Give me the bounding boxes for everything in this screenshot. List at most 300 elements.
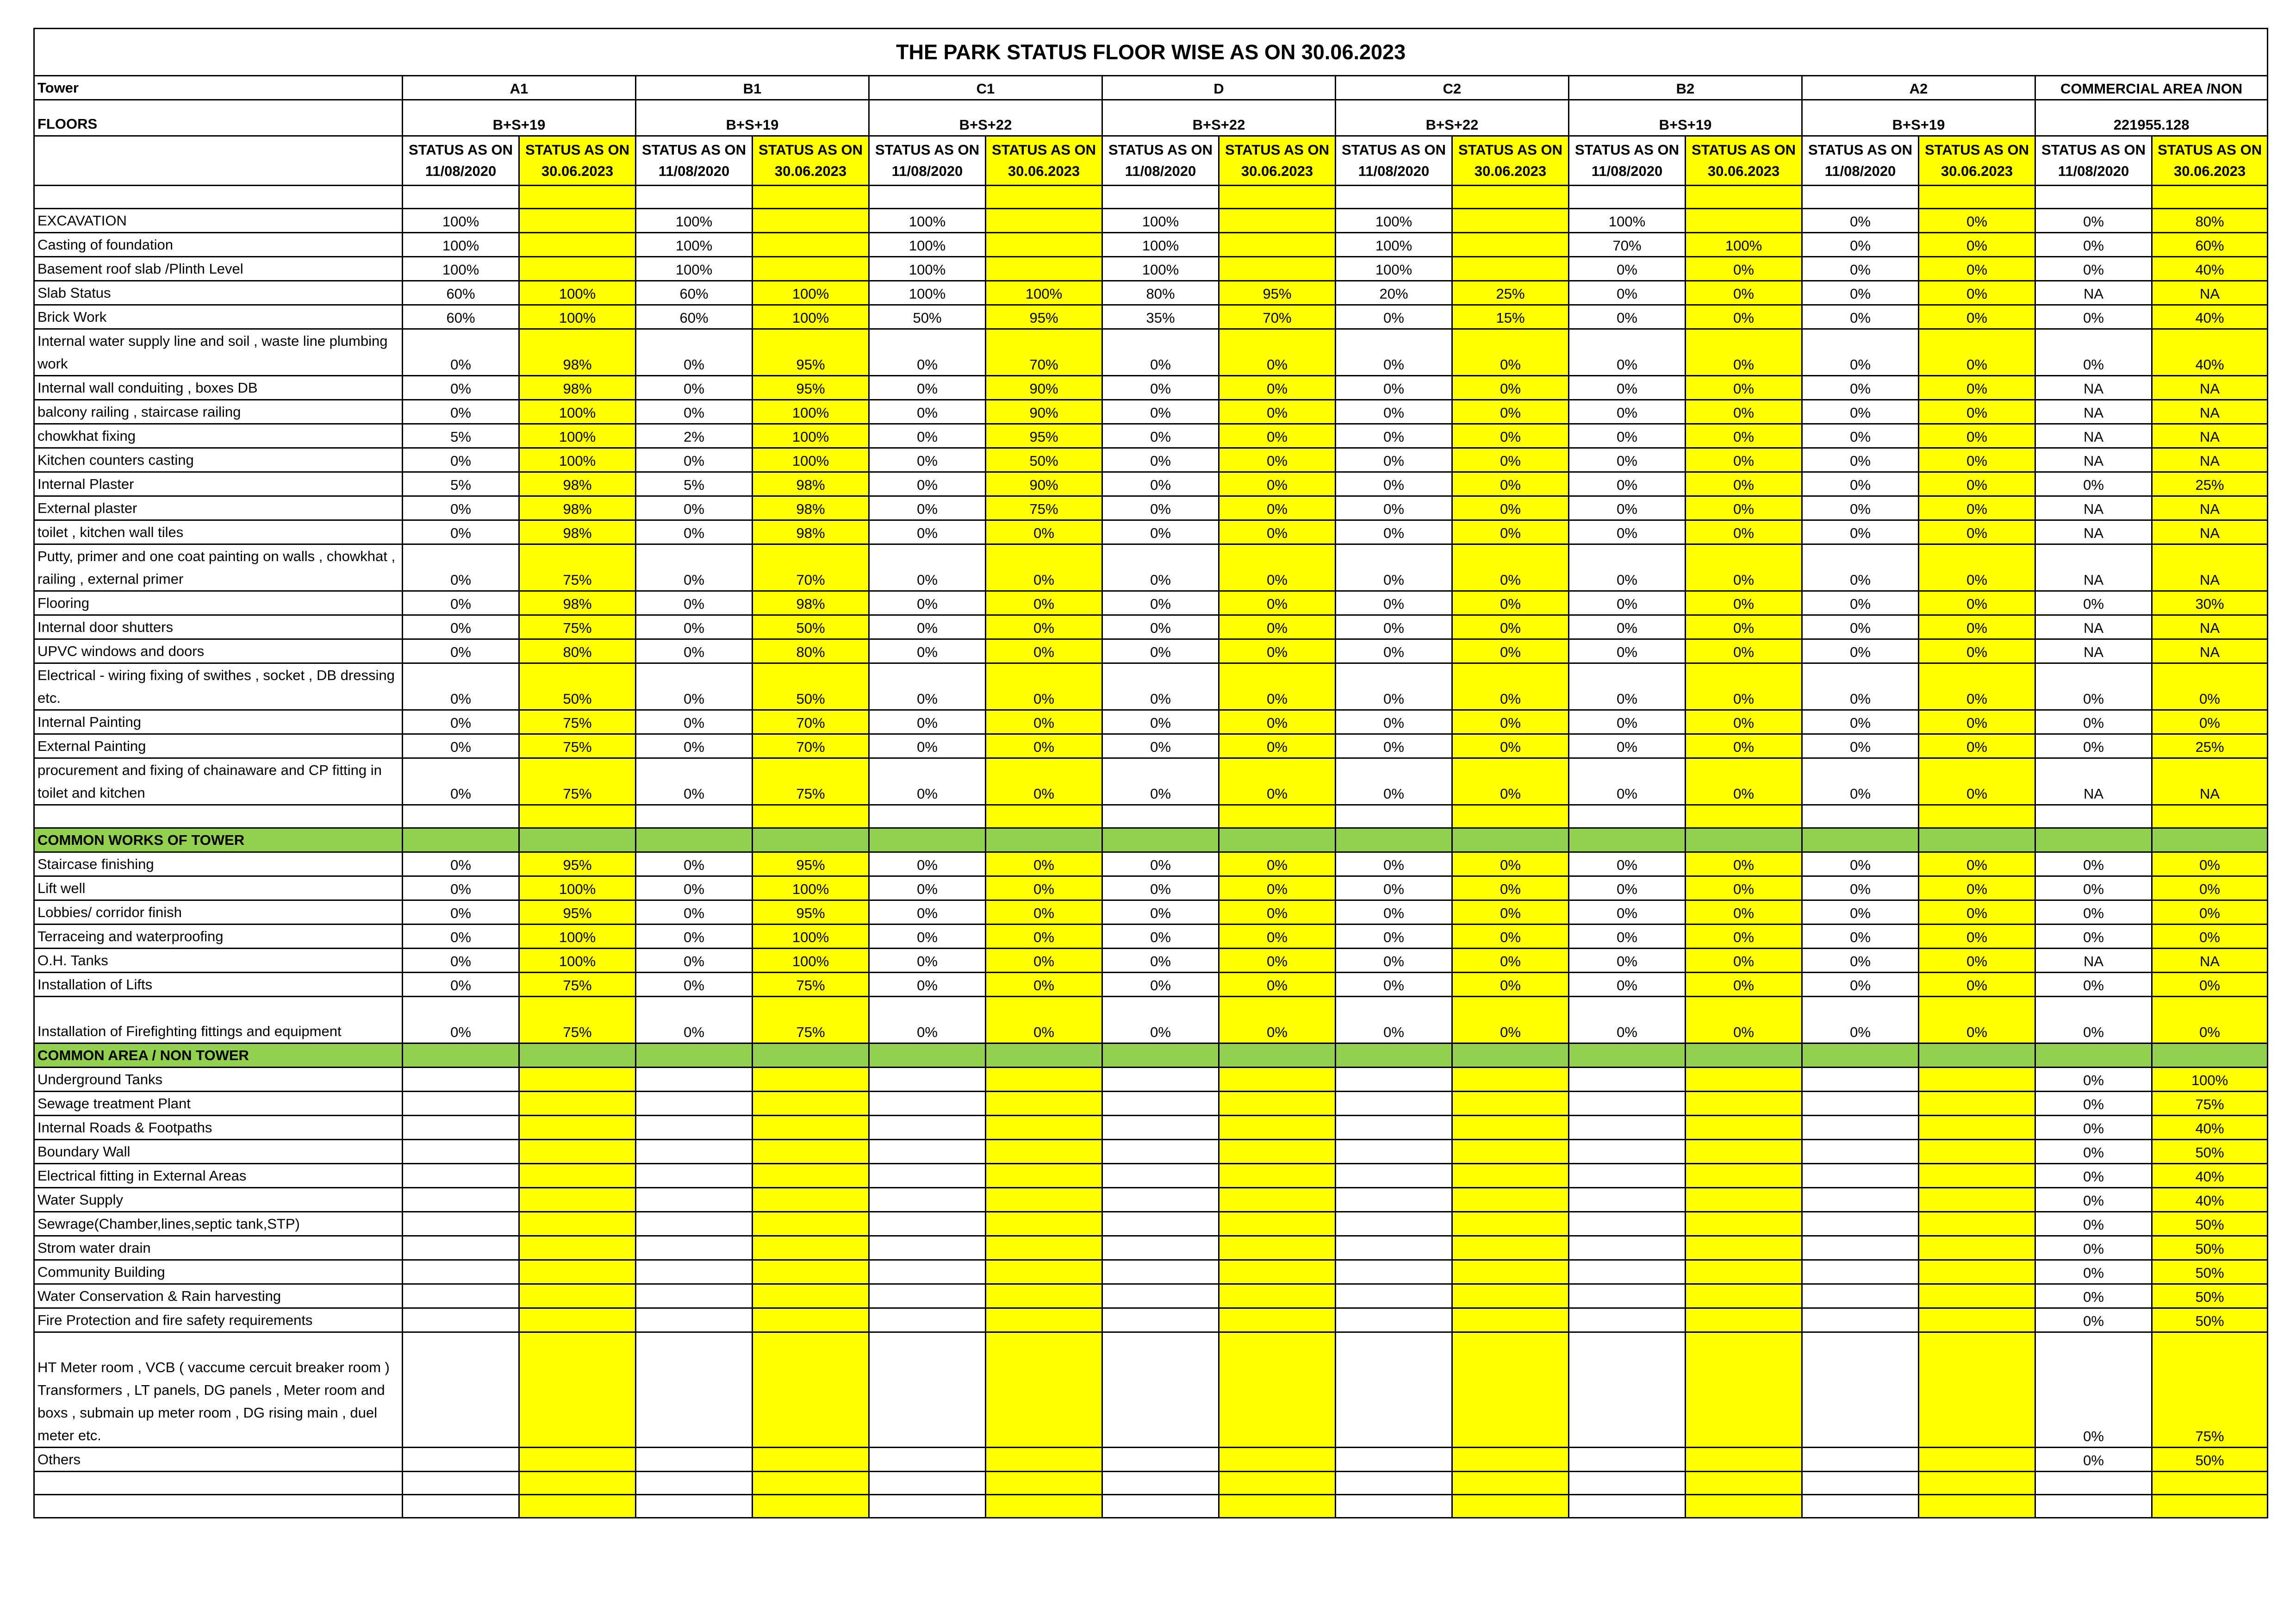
status-new-cell: 50% xyxy=(2152,1308,2268,1332)
status-new-cell: 0% xyxy=(1452,448,1569,472)
status-new-cell: 0% xyxy=(1452,973,1569,997)
status-old-cell: 0% xyxy=(636,949,753,973)
status-old-cell: 0% xyxy=(869,734,986,758)
status-old-cell xyxy=(1102,1188,1219,1212)
status-old-cell xyxy=(1336,1140,1452,1164)
table-row xyxy=(34,209,2268,233)
status-new-cell: 0% xyxy=(1686,496,1802,520)
status-new-cell xyxy=(519,828,636,852)
status-old-cell: 0% xyxy=(869,710,986,734)
status-old-header: STATUS AS ON 11/08/2020 xyxy=(869,136,986,186)
status-new-cell xyxy=(753,1448,869,1472)
status-new-cell: 0% xyxy=(1452,710,1569,734)
status-new-cell: 0% xyxy=(1919,305,2035,329)
tower-name: B1 xyxy=(636,76,869,100)
status-old-cell xyxy=(636,1448,753,1472)
status-old-cell xyxy=(1569,1472,1686,1495)
status-old-cell: NA xyxy=(2035,544,2152,591)
work-item-label: Fire Protection and fire safety requirements xyxy=(34,1308,403,1332)
status-old-cell: 0% xyxy=(636,329,753,376)
status-new-cell: 0% xyxy=(1686,472,1802,496)
status-new-cell: NA xyxy=(2152,520,2268,544)
status-old-cell: 0% xyxy=(2035,973,2152,997)
status-new-cell: 0% xyxy=(1452,400,1569,424)
status-old-cell xyxy=(1336,805,1452,828)
status-new-cell xyxy=(986,1495,1102,1518)
status-old-cell xyxy=(1569,1495,1686,1518)
section-row xyxy=(34,828,2268,852)
status-new-cell: 0% xyxy=(1919,997,2035,1043)
status-new-cell: 0% xyxy=(1219,520,1336,544)
status-old-cell: 0% xyxy=(1802,400,1919,424)
status-old-cell: 0% xyxy=(403,591,519,615)
status-old-cell: 0% xyxy=(403,997,519,1043)
status-old-cell: 0% xyxy=(1102,900,1219,924)
status-new-cell xyxy=(1452,257,1569,281)
status-new-cell xyxy=(753,828,869,852)
status-old-cell xyxy=(636,1236,753,1260)
status-new-cell xyxy=(1452,1043,1569,1068)
status-old-cell: 0% xyxy=(869,973,986,997)
status-new-cell xyxy=(2152,186,2268,209)
status-new-cell: 0% xyxy=(2152,973,2268,997)
status-new-cell: 0% xyxy=(1686,949,1802,973)
status-new-cell: 25% xyxy=(1452,281,1569,305)
status-new-cell: 40% xyxy=(2152,257,2268,281)
status-old-cell xyxy=(403,805,519,828)
status-new-cell: 0% xyxy=(1919,329,2035,376)
status-old-cell xyxy=(869,186,986,209)
status-old-cell: 0% xyxy=(1336,710,1452,734)
status-new-cell xyxy=(1219,1448,1336,1472)
status-old-cell xyxy=(1336,1260,1452,1284)
status-old-cell: 0% xyxy=(1102,997,1219,1043)
status-new-cell xyxy=(1219,1472,1336,1495)
work-item-label: External Painting xyxy=(34,734,403,758)
status-old-cell: 0% xyxy=(869,997,986,1043)
status-new-cell: 95% xyxy=(519,852,636,876)
status-new-cell xyxy=(1686,1472,1802,1495)
table-row xyxy=(34,281,2268,305)
status-old-cell xyxy=(869,1164,986,1188)
status-new-cell: 98% xyxy=(519,376,636,400)
status-new-cell: 0% xyxy=(1452,997,1569,1043)
status-new-cell xyxy=(2152,1043,2268,1068)
status-new-cell: 0% xyxy=(1686,758,1802,805)
status-new-cell: 100% xyxy=(519,448,636,472)
status-new-cell xyxy=(1919,1164,2035,1188)
status-new-cell xyxy=(1919,1068,2035,1092)
status-old-cell: 100% xyxy=(1569,209,1686,233)
status-new-cell: 98% xyxy=(753,496,869,520)
status-old-cell: 0% xyxy=(636,376,753,400)
status-old-cell xyxy=(636,1164,753,1188)
status-new-cell xyxy=(753,1188,869,1212)
status-new-cell: 95% xyxy=(986,424,1102,448)
status-header-blank xyxy=(34,136,403,186)
status-new-cell: 0% xyxy=(2152,852,2268,876)
status-header-row xyxy=(34,136,2268,186)
status-old-cell: 0% xyxy=(1102,734,1219,758)
status-old-cell xyxy=(1569,1043,1686,1068)
status-new-cell: 95% xyxy=(753,900,869,924)
status-old-cell: 0% xyxy=(1802,973,1919,997)
status-new-cell: 40% xyxy=(2152,305,2268,329)
status-new-cell: 0% xyxy=(1686,997,1802,1043)
status-new-cell xyxy=(1686,186,1802,209)
status-new-cell xyxy=(986,1284,1102,1308)
status-old-cell: 0% xyxy=(636,400,753,424)
status-old-cell: 60% xyxy=(636,281,753,305)
status-new-cell xyxy=(1219,257,1336,281)
status-new-cell: 90% xyxy=(986,472,1102,496)
status-new-cell: 0% xyxy=(1919,233,2035,257)
status-new-cell: 75% xyxy=(519,973,636,997)
status-new-cell xyxy=(1919,1472,2035,1495)
status-old-cell: 0% xyxy=(403,924,519,949)
status-new-cell xyxy=(1919,1140,2035,1164)
status-old-cell xyxy=(1336,1188,1452,1212)
status-new-cell: 98% xyxy=(519,591,636,615)
work-item-label: Water Conservation & Rain harvesting xyxy=(34,1284,403,1308)
status-old-cell xyxy=(636,1332,753,1448)
status-new-cell xyxy=(519,257,636,281)
status-old-cell: 0% xyxy=(869,852,986,876)
status-new-cell xyxy=(1919,1043,2035,1068)
table-row xyxy=(34,496,2268,520)
status-old-cell xyxy=(1802,828,1919,852)
status-old-cell xyxy=(1102,1043,1219,1068)
status-new-cell: 0% xyxy=(1919,472,2035,496)
table-row xyxy=(34,710,2268,734)
status-new-cell xyxy=(1219,1284,1336,1308)
status-new-cell xyxy=(753,1236,869,1260)
status-new-cell xyxy=(519,805,636,828)
status-old-cell xyxy=(1802,1043,1919,1068)
table-row xyxy=(34,257,2268,281)
status-old-cell: 100% xyxy=(869,233,986,257)
tower-floors: B+S+19 xyxy=(1802,100,2035,136)
status-old-cell xyxy=(636,1188,753,1212)
status-old-cell: 0% xyxy=(2035,663,2152,710)
status-old-cell: 0% xyxy=(2035,1448,2152,1472)
table-row xyxy=(34,639,2268,663)
status-old-cell xyxy=(1802,1164,1919,1188)
status-old-cell: 0% xyxy=(636,758,753,805)
status-old-cell: 0% xyxy=(1569,520,1686,544)
status-old-cell: 60% xyxy=(403,281,519,305)
status-new-header: STATUS AS ON 30.06.2023 xyxy=(2152,136,2268,186)
status-old-cell: 0% xyxy=(1102,376,1219,400)
status-new-cell xyxy=(753,209,869,233)
status-new-cell: 0% xyxy=(1686,448,1802,472)
status-new-cell: 0% xyxy=(986,663,1102,710)
status-old-cell: 0% xyxy=(403,544,519,591)
status-old-cell xyxy=(1569,1212,1686,1236)
work-item-label: HT Meter room , VCB ( vaccume cercuit breaker room ) Transformers , LT panels, DG panels , Meter room and boxs , submain up meter room , DG rising main , duel meter etc. xyxy=(34,1332,403,1448)
status-new-cell: 0% xyxy=(1919,520,2035,544)
status-new-cell xyxy=(986,1236,1102,1260)
status-old-cell: 0% xyxy=(1802,663,1919,710)
status-new-cell: 0% xyxy=(986,710,1102,734)
status-old-cell xyxy=(1336,1308,1452,1332)
status-old-cell: 100% xyxy=(636,257,753,281)
status-new-cell: 95% xyxy=(753,329,869,376)
status-old-cell xyxy=(1802,1212,1919,1236)
status-old-cell: 0% xyxy=(2035,1116,2152,1140)
status-old-cell xyxy=(1336,1284,1452,1308)
work-item-label: O.H. Tanks xyxy=(34,949,403,973)
work-item-label: Water Supply xyxy=(34,1188,403,1212)
status-old-cell xyxy=(1102,1284,1219,1308)
table-row xyxy=(34,448,2268,472)
status-new-cell: 0% xyxy=(1452,639,1569,663)
status-new-cell: 0% xyxy=(986,949,1102,973)
status-old-cell: 0% xyxy=(2035,1188,2152,1212)
status-new-cell: 75% xyxy=(986,496,1102,520)
status-old-cell: 0% xyxy=(1802,233,1919,257)
status-new-cell xyxy=(753,1043,869,1068)
status-old-cell: 0% xyxy=(1102,758,1219,805)
status-old-cell xyxy=(636,1495,753,1518)
status-old-cell: 0% xyxy=(2035,591,2152,615)
status-new-cell xyxy=(1686,1043,1802,1068)
status-old-cell: 0% xyxy=(2035,734,2152,758)
status-old-cell: 0% xyxy=(1569,424,1686,448)
status-old-cell xyxy=(1569,828,1686,852)
status-new-cell xyxy=(1686,1116,1802,1140)
status-new-cell xyxy=(753,1092,869,1116)
status-old-cell: 0% xyxy=(2035,1212,2152,1236)
table-row xyxy=(34,1164,2268,1188)
work-item-label: External plaster xyxy=(34,496,403,520)
status-old-cell: 0% xyxy=(1336,758,1452,805)
status-old-cell xyxy=(869,828,986,852)
status-new-cell: 0% xyxy=(1919,734,2035,758)
status-old-cell: 0% xyxy=(1569,496,1686,520)
status-old-cell xyxy=(1102,1472,1219,1495)
status-old-cell: 0% xyxy=(1336,305,1452,329)
status-old-cell xyxy=(869,1212,986,1236)
status-old-cell: 0% xyxy=(1569,997,1686,1043)
status-new-cell: 0% xyxy=(1686,424,1802,448)
status-old-cell xyxy=(1569,1140,1686,1164)
status-new-cell: 95% xyxy=(1219,281,1336,305)
status-old-cell: 0% xyxy=(1802,615,1919,639)
status-new-cell: 0% xyxy=(1219,949,1336,973)
status-new-cell: 100% xyxy=(753,305,869,329)
work-item-label xyxy=(34,186,403,209)
table-row xyxy=(34,1092,2268,1116)
status-old-cell xyxy=(1102,805,1219,828)
status-new-cell: 98% xyxy=(519,329,636,376)
status-new-cell xyxy=(1686,1164,1802,1188)
status-old-cell: 0% xyxy=(869,876,986,900)
table-row xyxy=(34,1140,2268,1164)
status-old-cell xyxy=(1569,1188,1686,1212)
status-old-cell: NA xyxy=(2035,376,2152,400)
table-row xyxy=(34,472,2268,496)
status-new-cell xyxy=(1452,1068,1569,1092)
tower-floors: B+S+22 xyxy=(869,100,1102,136)
status-old-cell: 0% xyxy=(869,400,986,424)
status-old-cell xyxy=(1102,1308,1219,1332)
work-item-label: Basement roof slab /Plinth Level xyxy=(34,257,403,281)
blank-row xyxy=(34,1472,2268,1495)
status-old-cell: 0% xyxy=(636,496,753,520)
work-item-label: Internal Painting xyxy=(34,710,403,734)
status-new-cell: 0% xyxy=(1219,376,1336,400)
table-row xyxy=(34,615,2268,639)
status-old-header: STATUS AS ON 11/08/2020 xyxy=(1336,136,1452,186)
status-old-cell xyxy=(403,1140,519,1164)
status-old-cell xyxy=(869,805,986,828)
status-old-cell: 0% xyxy=(1569,305,1686,329)
status-old-cell: 0% xyxy=(2035,852,2152,876)
status-old-cell: 100% xyxy=(1336,209,1452,233)
status-old-cell xyxy=(636,1284,753,1308)
status-new-cell xyxy=(519,1068,636,1092)
status-new-cell: 100% xyxy=(753,924,869,949)
status-new-cell: 75% xyxy=(753,997,869,1043)
tower-label: Tower xyxy=(34,76,403,100)
status-old-cell: 0% xyxy=(2035,1284,2152,1308)
status-new-cell xyxy=(1219,1068,1336,1092)
status-new-cell xyxy=(1686,1212,1802,1236)
tower-row xyxy=(34,76,2268,100)
status-old-cell xyxy=(403,1472,519,1495)
status-new-cell xyxy=(1219,209,1336,233)
status-new-cell xyxy=(519,1188,636,1212)
status-new-cell: 0% xyxy=(1219,448,1336,472)
status-new-cell: NA xyxy=(2152,758,2268,805)
table-row xyxy=(34,233,2268,257)
status-old-cell xyxy=(1802,1068,1919,1092)
status-old-cell: 0% xyxy=(1569,591,1686,615)
status-old-cell: 0% xyxy=(1102,496,1219,520)
tower-name: C1 xyxy=(869,76,1102,100)
status-old-cell xyxy=(869,1448,986,1472)
status-new-cell xyxy=(1219,1116,1336,1140)
status-new-cell: 0% xyxy=(1219,663,1336,710)
status-new-cell: 0% xyxy=(1919,448,2035,472)
status-old-header: STATUS AS ON 11/08/2020 xyxy=(1802,136,1919,186)
status-old-cell xyxy=(636,1068,753,1092)
status-new-cell xyxy=(1919,1236,2035,1260)
status-new-cell: 0% xyxy=(986,544,1102,591)
status-new-cell: 70% xyxy=(753,710,869,734)
status-new-cell xyxy=(753,1308,869,1332)
status-old-cell xyxy=(403,1068,519,1092)
status-new-cell: 80% xyxy=(519,639,636,663)
status-old-cell: 0% xyxy=(1802,329,1919,376)
status-new-cell: 50% xyxy=(2152,1140,2268,1164)
status-old-cell xyxy=(1802,1448,1919,1472)
tower-floors: B+S+22 xyxy=(1336,100,1569,136)
status-old-cell: 0% xyxy=(636,973,753,997)
status-old-cell xyxy=(1569,1236,1686,1260)
status-old-cell xyxy=(1102,1260,1219,1284)
status-new-cell: 0% xyxy=(1452,472,1569,496)
table-row xyxy=(34,1068,2268,1092)
status-new-cell xyxy=(1219,828,1336,852)
tower-name: A2 xyxy=(1802,76,2035,100)
table-row xyxy=(34,1116,2268,1140)
status-old-cell xyxy=(1802,186,1919,209)
status-old-cell: 0% xyxy=(636,591,753,615)
status-old-cell: 0% xyxy=(2035,257,2152,281)
status-old-cell xyxy=(1569,1116,1686,1140)
table-row xyxy=(34,1284,2268,1308)
status-old-cell: 0% xyxy=(1102,424,1219,448)
status-new-cell xyxy=(986,1308,1102,1332)
status-old-cell: 0% xyxy=(2035,710,2152,734)
status-old-cell: 0% xyxy=(1336,924,1452,949)
status-old-cell: 0% xyxy=(403,520,519,544)
table-row xyxy=(34,544,2268,591)
status-new-cell xyxy=(1452,1332,1569,1448)
status-new-cell: 25% xyxy=(2152,472,2268,496)
status-old-cell: 0% xyxy=(869,424,986,448)
status-old-cell: 0% xyxy=(1802,376,1919,400)
status-old-cell: 100% xyxy=(869,257,986,281)
status-old-cell xyxy=(869,1140,986,1164)
status-new-cell xyxy=(1452,1284,1569,1308)
work-item-label: Underground Tanks xyxy=(34,1068,403,1092)
status-new-cell xyxy=(1452,1092,1569,1116)
status-new-cell: 0% xyxy=(2152,924,2268,949)
table-row xyxy=(34,876,2268,900)
status-new-cell xyxy=(986,1212,1102,1236)
status-old-cell: 5% xyxy=(636,472,753,496)
status-new-cell: 0% xyxy=(1686,639,1802,663)
status-new-cell: 100% xyxy=(519,876,636,900)
status-new-cell: 98% xyxy=(753,472,869,496)
status-old-cell xyxy=(403,1260,519,1284)
status-old-cell: 0% xyxy=(1336,400,1452,424)
work-item-label: Installation of Firefighting fittings and equipment xyxy=(34,997,403,1043)
status-old-cell xyxy=(403,1043,519,1068)
status-new-cell: NA xyxy=(2152,639,2268,663)
status-new-cell: 0% xyxy=(1686,544,1802,591)
work-item-label: Sewrage(Chamber,lines,septic tank,STP) xyxy=(34,1212,403,1236)
work-item-label: Brick Work xyxy=(34,305,403,329)
status-old-cell xyxy=(1569,1308,1686,1332)
table-row xyxy=(34,949,2268,973)
status-old-cell: 0% xyxy=(2035,924,2152,949)
status-new-cell xyxy=(519,1236,636,1260)
status-old-cell xyxy=(1569,1068,1686,1092)
status-old-cell: 0% xyxy=(869,496,986,520)
status-new-cell: NA xyxy=(2152,496,2268,520)
status-old-cell xyxy=(869,1188,986,1212)
status-new-cell xyxy=(1452,1140,1569,1164)
table-row xyxy=(34,758,2268,805)
status-old-cell: 0% xyxy=(403,615,519,639)
status-old-cell: 0% xyxy=(403,639,519,663)
table-row xyxy=(34,1332,2268,1448)
tower-floors: B+S+19 xyxy=(1569,100,1802,136)
status-old-cell: 0% xyxy=(636,876,753,900)
status-new-cell xyxy=(1452,1308,1569,1332)
status-new-cell: NA xyxy=(2152,544,2268,591)
status-new-cell: 0% xyxy=(1686,591,1802,615)
status-old-cell: 0% xyxy=(1102,663,1219,710)
status-new-cell: 40% xyxy=(2152,1188,2268,1212)
status-old-cell xyxy=(1336,1495,1452,1518)
status-old-cell: 100% xyxy=(1102,209,1219,233)
status-new-cell xyxy=(986,1448,1102,1472)
